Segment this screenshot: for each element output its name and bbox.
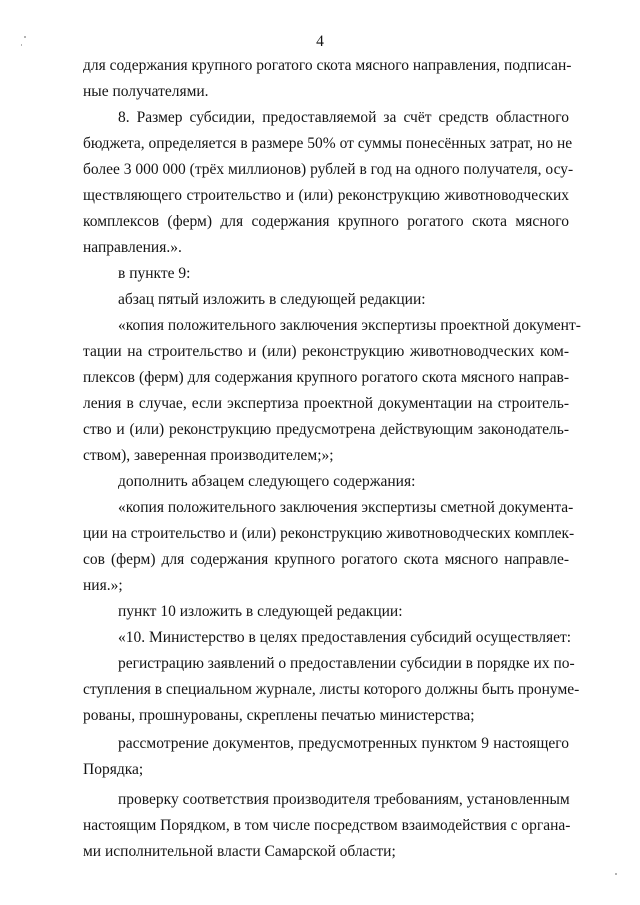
- text-line: ные получателями.: [83, 83, 209, 100]
- text-line: в пункте 9:: [118, 265, 191, 282]
- text-line: 8. Размер субсидии, предоставляемой за счёт средств областного: [118, 109, 569, 126]
- scan-speck: [615, 873, 617, 875]
- page-number: 4: [316, 33, 324, 50]
- text-line: ществляющего строительство и (или) реконструкцию животноводческих: [83, 187, 569, 204]
- text-line: ния.»;: [83, 577, 123, 594]
- text-line: абзац пятый изложить в следующей редакции:: [118, 291, 426, 308]
- text-line: ления в случае, если экспертиза проектной документации на строитель-: [83, 395, 569, 412]
- text-line: тации на строительство и (или) реконструкцию животноводческих ком-: [83, 343, 569, 360]
- text-line: сов (ферм) для содержания крупного рогатого скота мясного направле-: [83, 551, 569, 568]
- text-line: плексов (ферм) для содержания крупного рогатого скота мясного направ-: [83, 369, 569, 386]
- text-line: ство и (или) реконструкцию предусмотрена действующим законодатель-: [83, 421, 569, 438]
- text-line: «копия положительного заключения экспертизы сметной документа-: [118, 499, 574, 516]
- scan-speck: [21, 44, 22, 46]
- text-line: ми исполнительной власти Самарской области;: [83, 843, 396, 860]
- text-line: «копия положительного заключения экспертизы проектной документ-: [118, 317, 581, 334]
- text-line: дополнить абзацем следующего содержания:: [118, 473, 416, 490]
- text-line: регистрацию заявлений о предоставлении субсидии в порядке их по-: [118, 655, 575, 672]
- text-line: ции на строительство и (или) реконструкцию животноводческих комплек-: [83, 525, 575, 542]
- text-line: ством), заверенная производителем;»;: [83, 447, 334, 464]
- text-line: пункт 10 изложить в следующей редакции:: [118, 603, 403, 620]
- text-line: проверку соответствия производителя требованиям, установленным: [118, 791, 570, 808]
- text-line: «10. Министерство в целях предоставления субсидий осуществляет:: [118, 629, 572, 646]
- scan-speck: [24, 36, 26, 38]
- text-line: комплексов (ферм) для содержания крупного рогатого скота мясного: [83, 213, 569, 230]
- text-line: направления.».: [83, 239, 182, 256]
- text-line: рованы, прошнурованы, скреплены печатью министерства;: [83, 707, 475, 724]
- text-line: более 3 000 000 (трёх миллионов) рублей в год на одного получателя, осу-: [83, 161, 574, 178]
- text-line: ступления в специальном журнале, листы которого должны быть пронуме-: [83, 681, 580, 698]
- text-line: настоящим Порядком, в том числе посредством взаимодействия с органа-: [83, 817, 571, 834]
- text-line: рассмотрение документов, предусмотренных пунктом 9 настоящего: [118, 735, 569, 752]
- text-line: для содержания крупного рогатого скота мясного направления, подписан-: [83, 57, 572, 74]
- text-line: бюджета, определяется в размере 50% от суммы понесённых затрат, но не: [83, 135, 573, 152]
- text-line: Порядка;: [83, 761, 144, 778]
